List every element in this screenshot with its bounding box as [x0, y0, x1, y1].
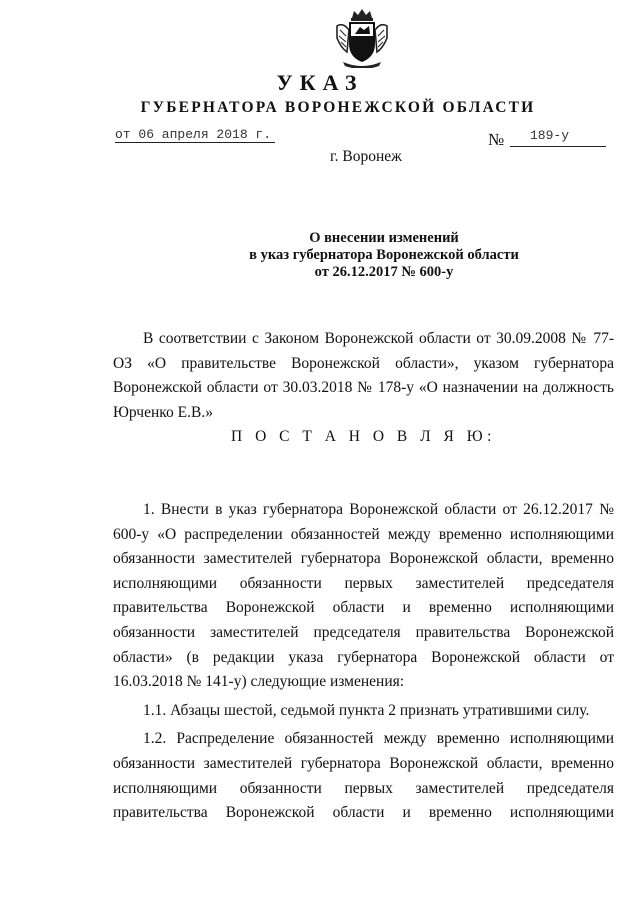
- document-date: от 06 апреля 2018 г.: [115, 127, 275, 143]
- item-1-paragraph: 1. Внести в указ губернатора Воронежской области от 26.12.2017 № 600-у «О распределении обязанностей между временно исполняющими обязанности заместителей губернатора Воронежской области, временно исполняющими обязанности первых заместителей председателя правительства Воронежской области и временно исполняющими обязанности заместителей председателя правительства Воронежской области» (в редакции указа губернатора Воронежской области от 16.03.2018 № 141-у) следующие изменения:: [113, 500, 614, 691]
- item-1-1-paragraph: 1.1. Абзацы шестой, седьмой пункта 2 признать утратившими силу.: [143, 701, 590, 719]
- document-title: УКАЗ: [276, 70, 364, 95]
- number-value: 189-у: [510, 128, 606, 147]
- document-city: г. Воронеж: [330, 148, 402, 165]
- heading-line: О внесении изменений: [309, 230, 459, 246]
- heading-line: в указ губернатора Воронежской области: [249, 247, 519, 263]
- decree-word: П О С Т А Н О В Л Я Ю:: [231, 428, 496, 446]
- coat-of-arms-icon: [333, 8, 391, 68]
- document-subtitle: ГУБЕРНАТОРА ВОРОНЕЖСКОЙ ОБЛАСТИ: [140, 99, 536, 116]
- heading-line: от 26.12.2017 № 600-у: [314, 264, 454, 280]
- number-label: №: [488, 130, 505, 149]
- item-1-2-paragraph: 1.2. Распределение обязанностей между временно исполняющими обязанности заместителей губернатора Воронежской области, временно исполняющими обязанности первых заместителей председателя правительства Воронежской области и временно исполняющими: [113, 730, 614, 822]
- document-body: [113, 327, 614, 826]
- preamble-paragraph: В соответствии с Законом Воронежской области от 30.09.2008 № 77-ОЗ «О правительстве Воронежской области», указом губернатора Воронежской области от 30.03.2018 № 178-у «О назначении на должность Юрченко Е.В.»: [113, 330, 614, 421]
- document-heading: [0, 230, 640, 281]
